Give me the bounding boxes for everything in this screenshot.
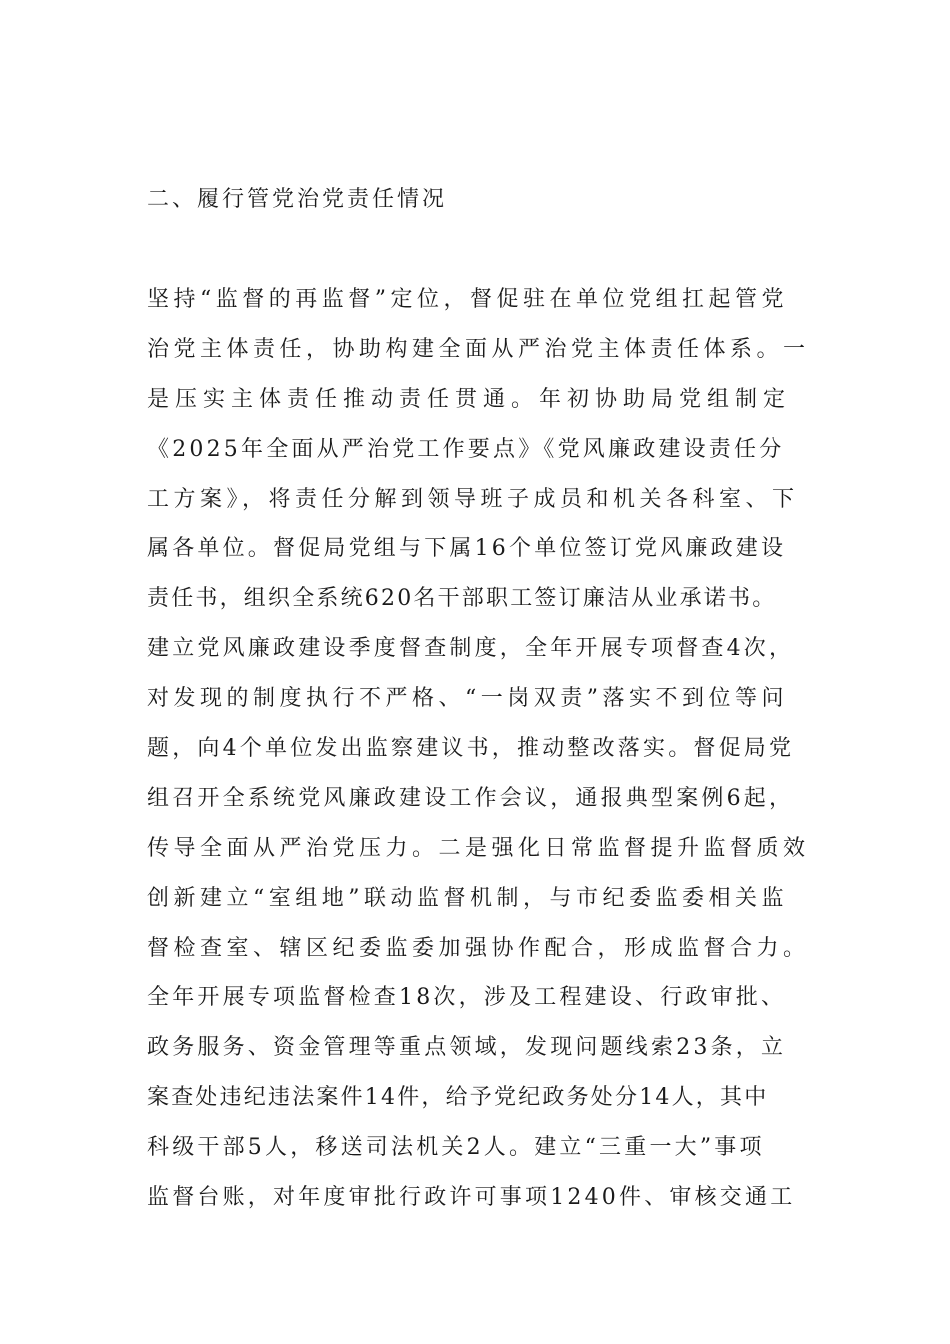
paragraph-line: 属各单位。督促局党组与下属16个单位签订党风廉政建设 — [147, 536, 787, 562]
body-paragraph — [147, 284, 810, 1232]
paragraph-line: 工方案》，将责任分解到领导班子成员和机关各科室、下 — [147, 486, 799, 512]
paragraph-line: 政务服务、资金管理等重点领域，发现问题线索23条，立 — [147, 1035, 787, 1061]
paragraph-line: 坚持“监督的再监督”定位，督促驻在单位党组扛起管党 — [147, 287, 788, 312]
paragraph-line: 责任书，组织全系统620名干部职工签订廉洁从业承诺书。 — [147, 586, 777, 612]
paragraph-line: 监督台账，对年度审批行政许可事项1240件、审核交通工 — [147, 1185, 796, 1211]
paragraph-line: 全年开展专项监督检查18次，涉及工程建设、行政审批、 — [147, 985, 787, 1011]
paragraph-line: 创新建立“室组地”联动监督机制，与市纪委监委相关监 — [147, 885, 788, 911]
paragraph-line: 科级干部5人，移送司法机关2人。建立“三重一大”事项 — [147, 1135, 765, 1161]
paragraph-line: 《2025年全面从严治党工作要点》《党风廉政建设责任分 — [147, 436, 785, 462]
paragraph-line: 对发现的制度执行不严格、“一岗双责”落实不到位等问 — [147, 686, 788, 712]
paragraph-line: 案查处违纪违法案件14件，给予党纪政务处分14人，其中 — [147, 1085, 769, 1111]
paragraph-line: 组召开全系统党风廉政建设工作会议，通报典型案例6起， — [147, 785, 795, 811]
paragraph-line: 传导全面从严治党压力。二是强化日常监督提升监督质效 — [147, 835, 810, 861]
paragraph-line: 督检查室、辖区纪委监委加强协作配合，形成监督合力。 — [147, 935, 810, 961]
section-heading: 二、履行管党治党责任情况 — [147, 187, 448, 212]
paragraph-line: 治党主体责任，协助构建全面从严治党主体责任体系。一 — [147, 336, 810, 362]
paragraph-line: 建立党风廉政建设季度督查制度，全年开展专项督查4次， — [147, 636, 795, 662]
paragraph-line: 是压实主体责任推动责任贯通。年初协助局党组制定 — [147, 386, 792, 412]
paragraph-line: 题，向4个单位发出监察建议书，推动整改落实。督促局党 — [147, 736, 795, 762]
